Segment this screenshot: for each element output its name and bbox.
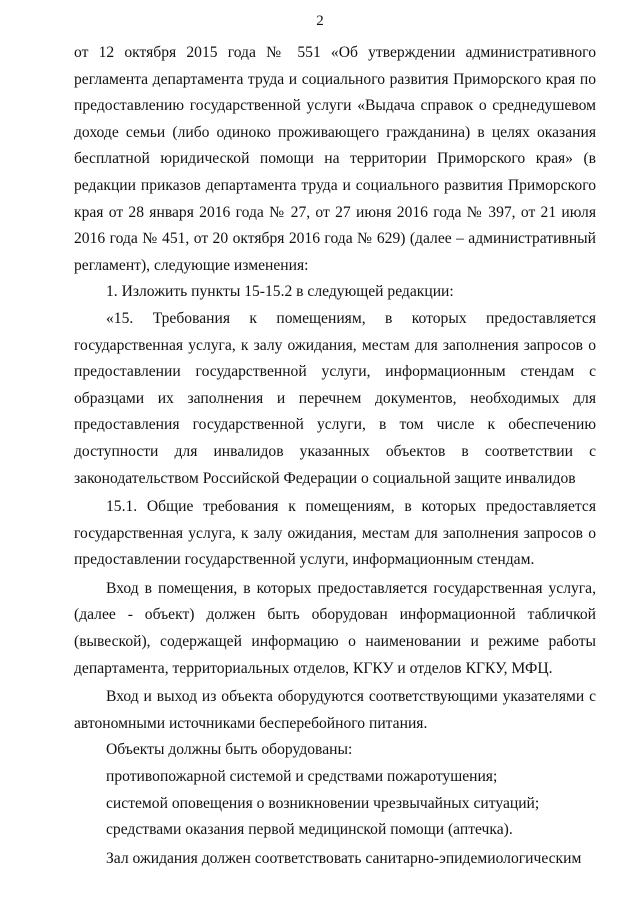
paragraph-entrance-sign: Вход в помещения, в которых предоставляется государственная услуга, (далее - объект) должен быть оборудован информационной табличкой (вывеской), содержащей информацию о наименовании и режиме работы департамента, территориальных отделов, КГКУ и отделов КГКУ, МФЦ. [74,579,596,677]
paragraph-clause-15-1: 15.1. Общие требования к помещениям, в которых предоставляется государственная услуга, к залу ожидания, местам для заполнения запросов о предоставлении государственной услуги, информационным стендам. [74,498,596,569]
paragraph-equipment-firstaid: средствами оказания первой медицинской помощи (аптечка). [106,821,513,839]
paragraph-item-1: 1. Изложить пункты 15-15.2 в следующей редакции: [106,283,454,301]
paragraph-clause-15: «15. Требования к помещениям, в которых предоставляется государственная услуга, к залу ожидания, местам для заполнения запросов о предоставлении государственной услуги, информационным стендам с образцами их заполнения и перечнем документов, необходимых для предоставления государственной услуги, в том числе к обеспечению доступности для инвалидов указанных объектов в соответствии с законодательством Российской Федерации о социальной защите инвалидов [74,309,596,487]
paragraph-order-reference: от 12 октября 2015 года № 551 «Об утверждении административного регламента департамента труда и социального развития Приморского края по предоставлению государственной услуги «Выдача справок о среднедушевом доходе семьи (либо одиноко проживающего гражданина) в целях оказания бесплатной юридической помощи на территории Приморского края» (в редакции приказов департамента труда и социального развития Приморского края от 28 января 2016 года № 27, от 27 июня 2016 года № 397, от 21 июля 2016 года № 451, от 20 октября 2016 года № 629) (далее – административный регламент), следующие изменения: [74,44,596,274]
paragraph-equipment-fire: противопожарной системой и средствами пожаротушения; [106,768,498,786]
document-body [74,40,596,872]
paragraph-entrance-exit: Вход и выход из объекта оборудуются соответствующими указателями с автономными источниками бесперебойного питания. [74,688,596,732]
page-number: 2 [316,13,324,29]
paragraph-equipment-alert: системой оповещения о возникновении чрезвычайных ситуаций; [106,794,540,812]
paragraph-equipment-intro: Объекты должны быть оборудованы: [106,741,353,759]
paragraph-waiting-hall: Зал ожидания должен соответствовать санитарно-эпидемиологическим [106,849,582,867]
